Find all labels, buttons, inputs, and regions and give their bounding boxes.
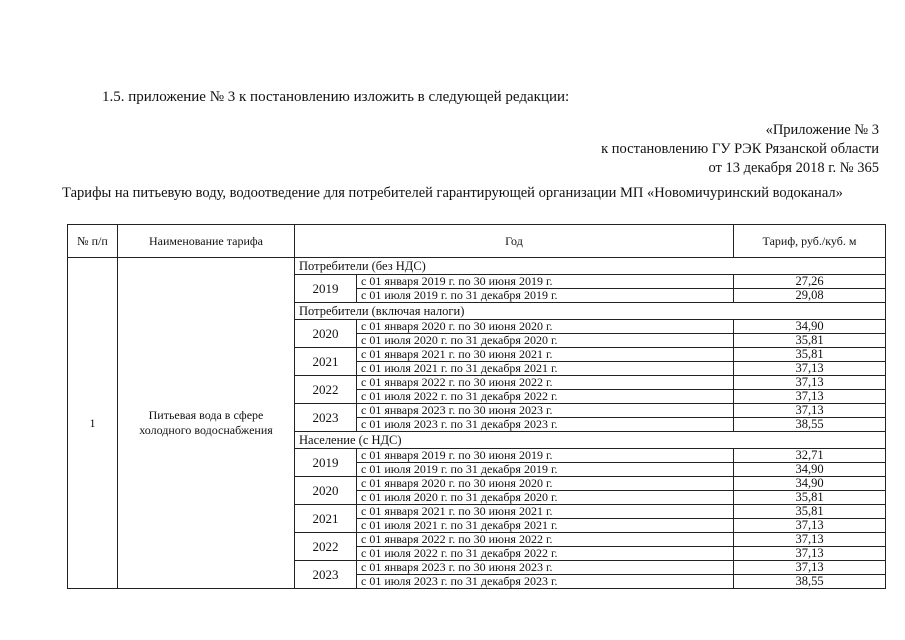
- period-cell: с 01 июля 2019 г. по 31 декабря 2019 г.: [357, 289, 734, 303]
- period-cell: с 01 июля 2021 г. по 31 декабря 2021 г.: [357, 362, 734, 376]
- consumer-group-label: Потребители (включая налоги): [295, 303, 886, 320]
- rate-cell: 35,81: [734, 348, 886, 362]
- year-cell: 2023: [295, 561, 357, 589]
- period-cell: с 01 июля 2022 г. по 31 декабря 2022 г.: [357, 547, 734, 561]
- period-cell: с 01 июля 2020 г. по 31 декабря 2020 г.: [357, 334, 734, 348]
- rate-cell: 38,55: [734, 575, 886, 589]
- rate-cell: 34,90: [734, 463, 886, 477]
- appendix-reference: [601, 121, 879, 178]
- period-cell: с 01 июля 2022 г. по 31 декабря 2022 г.: [357, 390, 734, 404]
- header-num: № п/п: [68, 225, 118, 258]
- consumer-group-label: Население (с НДС): [295, 432, 886, 449]
- rate-cell: 34,90: [734, 477, 886, 491]
- year-cell: 2022: [295, 376, 357, 404]
- rate-cell: 29,08: [734, 289, 886, 303]
- period-cell: с 01 июля 2019 г. по 31 декабря 2019 г.: [357, 463, 734, 477]
- period-cell: с 01 января 2019 г. по 30 июня 2019 г.: [357, 275, 734, 289]
- tariff-name: Питьевая вода в сфере холодного водоснабжения: [118, 258, 295, 589]
- rate-cell: 37,13: [734, 362, 886, 376]
- rate-cell: 35,81: [734, 334, 886, 348]
- period-cell: с 01 января 2021 г. по 30 июня 2021 г.: [357, 348, 734, 362]
- header-name: Наименование тарифа: [118, 225, 295, 258]
- year-cell: 2020: [295, 320, 357, 348]
- period-cell: с 01 января 2020 г. по 30 июня 2020 г.: [357, 477, 734, 491]
- header-year: Год: [295, 225, 734, 258]
- period-cell: с 01 января 2022 г. по 30 июня 2022 г.: [357, 533, 734, 547]
- year-cell: 2022: [295, 533, 357, 561]
- year-cell: 2019: [295, 449, 357, 477]
- year-cell: 2020: [295, 477, 357, 505]
- period-cell: с 01 января 2020 г. по 30 июня 2020 г.: [357, 320, 734, 334]
- rate-cell: 37,13: [734, 376, 886, 390]
- period-cell: с 01 января 2021 г. по 30 июня 2021 г.: [357, 505, 734, 519]
- period-cell: с 01 июля 2023 г. по 31 декабря 2023 г.: [357, 418, 734, 432]
- row-number: 1: [68, 258, 118, 589]
- rate-cell: 37,13: [734, 561, 886, 575]
- year-cell: 2021: [295, 348, 357, 376]
- rate-cell: 37,13: [734, 404, 886, 418]
- period-cell: с 01 июля 2021 г. по 31 декабря 2021 г.: [357, 519, 734, 533]
- year-cell: 2019: [295, 275, 357, 303]
- table-body: [68, 258, 886, 589]
- rate-cell: 35,81: [734, 491, 886, 505]
- rate-cell: 35,81: [734, 505, 886, 519]
- rate-cell: 34,90: [734, 320, 886, 334]
- year-cell: 2021: [295, 505, 357, 533]
- consumer-group-label: Потребители (без НДС): [295, 258, 886, 275]
- period-cell: с 01 июля 2020 г. по 31 декабря 2020 г.: [357, 491, 734, 505]
- rate-cell: 38,55: [734, 418, 886, 432]
- period-cell: с 01 июля 2023 г. по 31 декабря 2023 г.: [357, 575, 734, 589]
- rate-cell: 37,13: [734, 519, 886, 533]
- period-cell: с 01 января 2023 г. по 30 июня 2023 г.: [357, 404, 734, 418]
- period-cell: с 01 января 2022 г. по 30 июня 2022 г.: [357, 376, 734, 390]
- period-cell: с 01 января 2023 г. по 30 июня 2023 г.: [357, 561, 734, 575]
- table-header-row: [68, 225, 886, 258]
- appendix-line-2: к постановлению ГУ РЭК Рязанской области: [601, 141, 879, 157]
- group-row: [68, 258, 886, 275]
- rate-cell: 32,71: [734, 449, 886, 463]
- year-cell: 2023: [295, 404, 357, 432]
- rate-cell: 37,13: [734, 390, 886, 404]
- appendix-line-1: «Приложение № 3: [765, 122, 879, 138]
- header-rate: Тариф, руб./куб. м: [734, 225, 886, 258]
- tariff-table: [67, 224, 886, 589]
- amendment-paragraph: 1.5. приложение № 3 к постановлению изложить в следующей редакции:: [102, 89, 570, 105]
- appendix-line-3: от 13 декабря 2018 г. № 365: [708, 160, 879, 176]
- period-cell: с 01 января 2019 г. по 30 июня 2019 г.: [357, 449, 734, 463]
- document-title: Тарифы на питьевую воду, водоотведение для потребителей гарантирующей организации МП «Новомичуринский водоканал»: [62, 185, 843, 201]
- rate-cell: 37,13: [734, 547, 886, 561]
- rate-cell: 27,26: [734, 275, 886, 289]
- rate-cell: 37,13: [734, 533, 886, 547]
